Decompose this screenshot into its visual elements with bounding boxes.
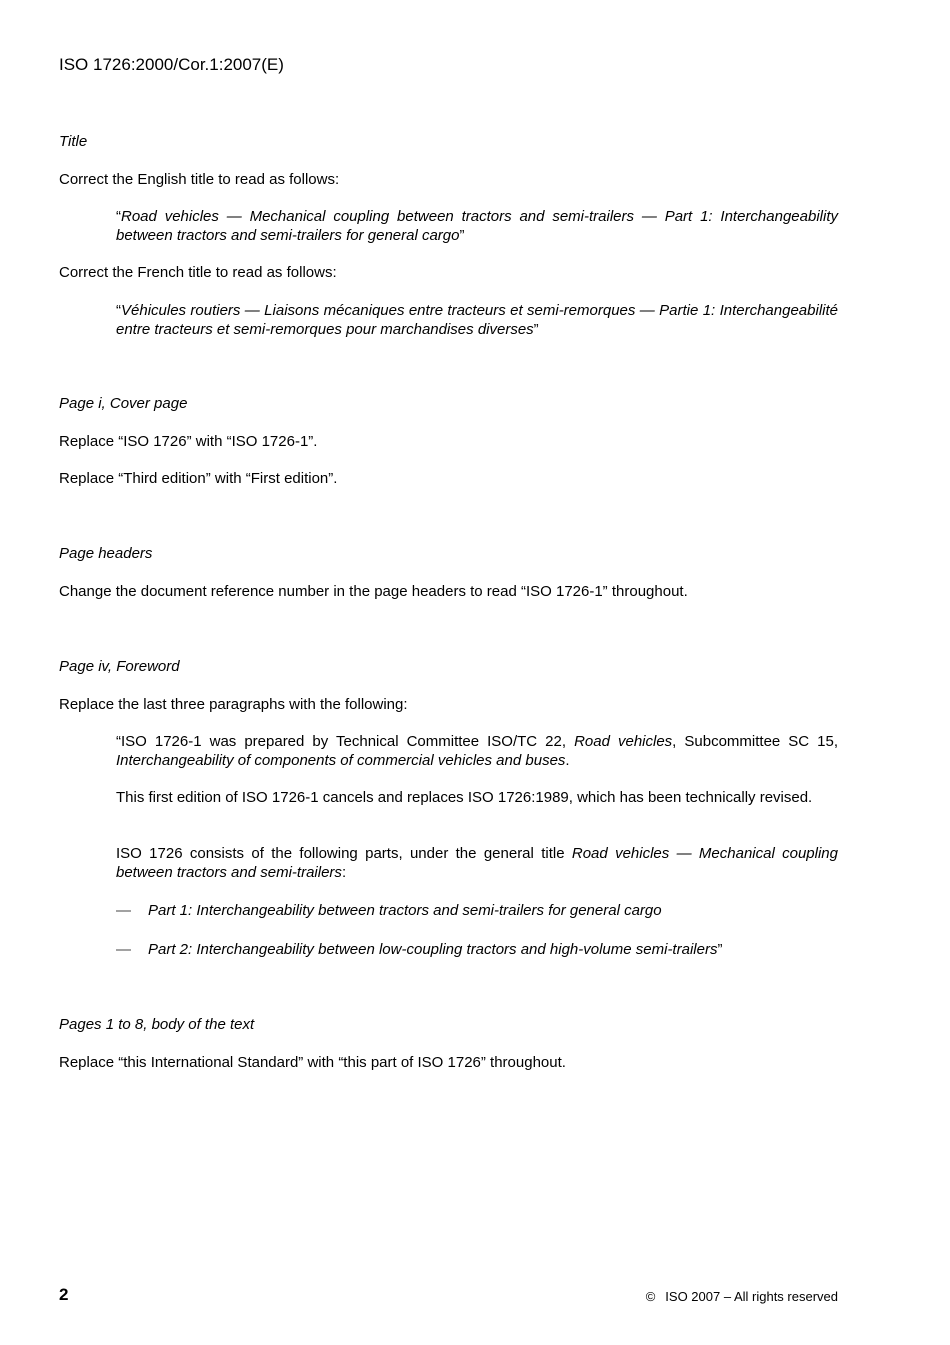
foreword-paragraph-3: ISO 1726 consists of the following parts, under the general title Road vehicles — Mechanical coupling between tractors and semi-trailers:: [116, 845, 838, 881]
page-number: 2: [59, 1285, 69, 1304]
cover-edit-iso-number: Replace “ISO 1726” with “ISO 1726-1”.: [59, 433, 318, 450]
foreword-paragraph-2: This first edition of ISO 1726-1 cancels and replaces ISO 1726:1989, which has been technically revised.: [116, 789, 813, 806]
body-edit: Replace “this International Standard” with “this part of ISO 1726” throughout.: [59, 1054, 566, 1071]
copyright-symbol: ©: [645, 1289, 656, 1304]
french-title-text: Véhicules routiers — Liaisons mécaniques entre tracteurs et semi-remorques — Partie 1: Interchangeabilité entre tracteurs et semi-remorques pour marchandises diverses: [116, 302, 838, 338]
subcommittee-name: Interchangeability of components of commercial vehicles and buses: [116, 751, 566, 769]
list-item-text: Part 2: Interchangeability between low-coupling tractors and high-volume semi-trailers”: [148, 941, 723, 958]
document-reference-header: ISO 1726:2000/Cor.1:2007(E): [59, 55, 284, 74]
copyright-notice: [646, 1289, 838, 1304]
page-headers-edit: Change the document reference number in the page headers to read “ISO 1726-1” throughout.: [59, 583, 688, 600]
list-item-text: Part 1: Interchangeability between tractors and semi-trailers for general cargo: [148, 902, 662, 919]
committee-name: Road vehicles: [574, 733, 673, 750]
section-heading-cover: Page i, Cover page: [59, 395, 188, 412]
list-dash: —: [116, 902, 131, 919]
section-heading-title: Title: [59, 133, 88, 150]
french-title-quote: “Véhicules routiers — Liaisons mécaniques entre tracteurs et semi-remorques — Partie 1: Interchangeabilité entre tracteurs et semi-remorques pour marchandises diverses”: [116, 302, 838, 338]
section-heading-foreword: Page iv, Foreword: [59, 658, 180, 675]
foreword-instruction: Replace the last three paragraphs with the following:: [59, 696, 408, 713]
copyright-text: ISO 2007 – All rights reserved: [665, 1289, 838, 1304]
section-heading-page-headers: Page headers: [59, 545, 153, 562]
section-heading-body: Pages 1 to 8, body of the text: [59, 1016, 255, 1033]
english-title-instruction: Correct the English title to read as follows:: [59, 171, 340, 188]
english-title-quote: “Road vehicles — Mechanical coupling between tractors and semi-trailers — Part 1: Interchangeability between tractors and semi-trailers for general cargo”: [116, 208, 838, 244]
list-dash: —: [116, 941, 131, 958]
english-title-text: Road vehicles — Mechanical coupling between tractors and semi-trailers — Part 1: Interchangeability between tractors and semi-trailers for general cargo: [116, 208, 838, 244]
general-title: Road vehicles — Mechanical coupling between tractors and semi-trailers: [116, 845, 838, 881]
french-title-instruction: Correct the French title to read as follows:: [59, 264, 337, 281]
cover-edit-edition: Replace “Third edition” with “First edition”.: [59, 470, 338, 487]
foreword-paragraph-1: “ISO 1726-1 was prepared by Technical Committee ISO/TC 22, Road vehicles, Subcommittee SC 15, Interchangeability of components of commercial vehicles and buses.: [116, 733, 839, 769]
